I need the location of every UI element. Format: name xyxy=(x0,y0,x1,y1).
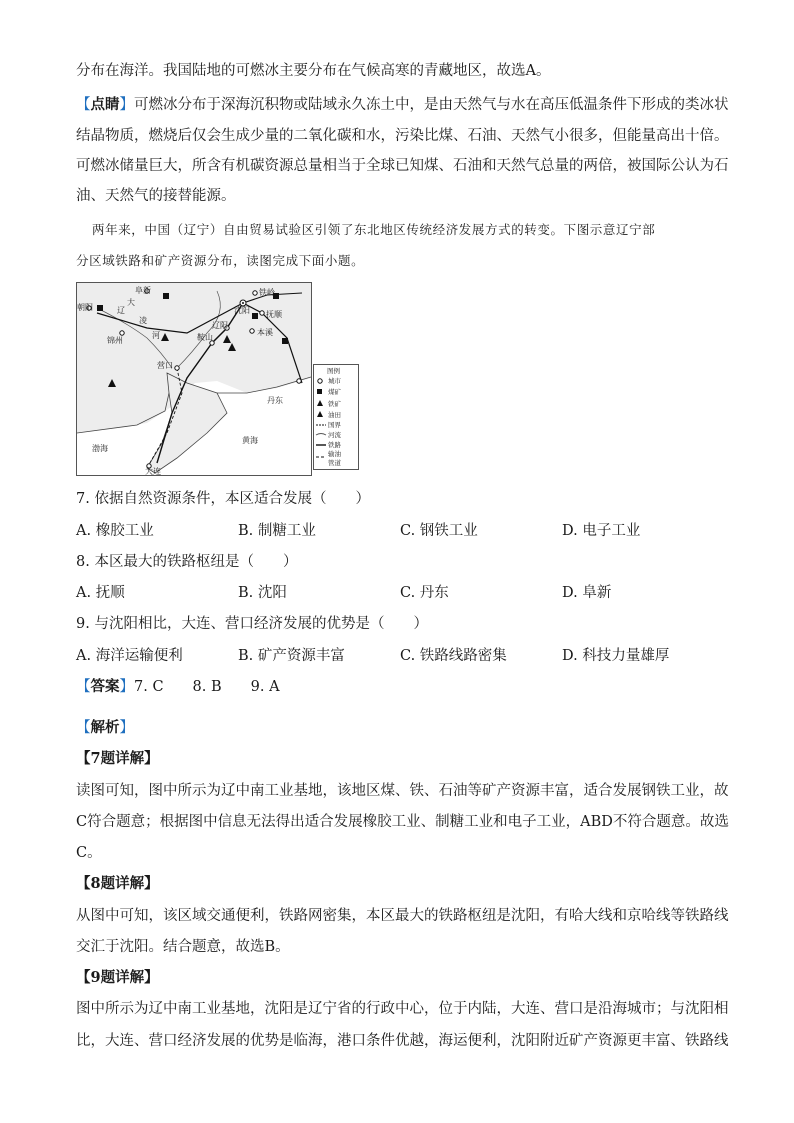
oil-field-icon xyxy=(161,333,169,341)
q7-detail-line-1: 读图可知，图中所示为辽中南工业基地，该地区煤、铁、石油等矿产资源丰富，适合发展钢铁工业，故 xyxy=(76,783,729,799)
label-jinzhou: 锦州 xyxy=(107,336,123,345)
label-anshan: 鞍山 xyxy=(197,333,213,342)
legend-item: 油田 xyxy=(328,411,341,419)
label-river-he: 河 xyxy=(152,331,160,340)
legend-item: 铁矿 xyxy=(328,400,341,408)
bracket-open: 【 xyxy=(76,720,91,736)
q9-option-b: B. 矿产资源丰富 xyxy=(238,648,345,664)
label-yingkou: 营口 xyxy=(157,361,173,370)
q9-detail-line-1: 图中所示为辽中南工业基地，沈阳是辽宁省的行政中心，位于内陆，大连、营口是沿海城市；与沈阳相 xyxy=(76,1001,729,1017)
dianjing-text: 可燃冰分布于深海沉积物或陆域永久冻土中，是由天然气与水在高压低温条件下形成的类冰状 xyxy=(134,97,729,113)
q7-detail-line-2: C符合题意；根据图中信息无法得出适合发展橡胶工业、制糖工业和电子工业，ABD不符合题意。故选 xyxy=(76,814,729,830)
label-liaoyang: 辽阳 xyxy=(212,321,228,330)
city-shenyang-dot xyxy=(242,302,244,304)
q9-option-d: D. 科技力量雄厚 xyxy=(562,648,670,664)
legend-item: 管道 xyxy=(328,459,341,467)
q7-option-a: A. 橡胶工业 xyxy=(76,523,154,539)
label-bohai: 渤海 xyxy=(92,444,108,453)
city-yingkou-icon xyxy=(175,366,179,370)
q8-detail-line-2: 交汇于沈阳。结合题意，故选B。 xyxy=(76,939,290,955)
coal-mine-icon xyxy=(282,338,288,344)
answer-label: 答案 xyxy=(90,678,120,695)
label-dalian: 大连 xyxy=(145,467,161,475)
city-jinzhou-icon xyxy=(120,331,124,335)
q7-option-c: C. 钢铁工业 xyxy=(400,523,478,539)
bracket-close: 】 xyxy=(119,679,134,695)
q7-detail-heading: 【7题详解】 xyxy=(76,750,159,767)
q8-detail-title: 8题详解 xyxy=(90,875,145,892)
answer-text: 7. C 8. B 9. A xyxy=(134,679,280,695)
liaoning-map xyxy=(76,282,312,476)
q7-option-b: B. 制糖工业 xyxy=(238,523,316,539)
label-river-da: 大 xyxy=(127,298,135,307)
intro-line: 分布在海洋。我国陆地的可燃冰主要分布在气候高寒的青藏地区，故选A。 xyxy=(76,63,551,79)
city-tieling-icon xyxy=(253,291,257,295)
legend-svg xyxy=(314,365,358,469)
q9-option-a: A. 海洋运输便利 xyxy=(76,648,183,664)
label-shenyang: 沈阳 xyxy=(234,306,250,315)
coal-mine-icon xyxy=(252,313,258,319)
label-chaoyang: 朝阳 xyxy=(77,303,93,312)
q8-option-a: A. 抚顺 xyxy=(76,585,125,601)
q8-option-b: B. 沈阳 xyxy=(238,585,287,601)
map-legend xyxy=(313,364,359,470)
dianjing-line-3: 可燃冰储量巨大，所含有机碳资源总量相当于全球已知煤、石油和天然气总量的两倍，被国际公认为石 xyxy=(76,158,729,174)
bracket-open: 【 xyxy=(76,679,91,695)
analysis-label: 解析 xyxy=(90,719,120,736)
legend-title: 图例 xyxy=(327,367,340,375)
legend-iron-icon xyxy=(317,400,323,406)
label-benxi: 本溪 xyxy=(257,328,273,337)
label-river-ling: 凌 xyxy=(139,316,147,325)
label-river-liao: 辽 xyxy=(117,306,125,315)
iron-mine-icon xyxy=(223,335,231,343)
dianjing-line-1 xyxy=(76,95,729,115)
city-dandong-icon xyxy=(297,379,301,383)
legend-item: 河流 xyxy=(328,431,341,439)
city-fushun-icon xyxy=(260,311,264,315)
question-9-stem: 9. 与沈阳相比，大连、营口经济发展的优势是（ ） xyxy=(76,616,428,632)
analysis-heading xyxy=(76,718,134,738)
dianjing-line-2: 结晶物质，燃烧后仅会生成少量的二氧化碳和水，污染比煤、石油、天然气小很多，但能量高出十倍。 xyxy=(76,128,729,144)
q8-detail-line-1: 从图中可知，该区域交通便利，铁路网密集，本区最大的铁路枢纽是沈阳，有哈大线和京哈线等铁路线 xyxy=(76,908,729,924)
legend-city-icon xyxy=(318,379,322,383)
bracket-open: 【 xyxy=(76,97,91,113)
legend-river-icon xyxy=(316,434,326,436)
q9-option-c: C. 铁路线路密集 xyxy=(400,648,507,664)
iron-mine-icon xyxy=(228,343,236,351)
passage-line-2: 分区域铁路和矿产资源分布，读图完成下面小题。 xyxy=(76,253,365,268)
label-fushun: 抚顺 xyxy=(266,310,282,319)
map-svg xyxy=(77,283,311,475)
dianjing-label: 点睛 xyxy=(90,96,120,113)
bracket-close: 】 xyxy=(119,97,134,113)
question-7-stem: 7. 依据自然资源条件，本区适合发展（ ） xyxy=(76,491,370,507)
q7-option-d: D. 电子工业 xyxy=(562,523,641,539)
dianjing-line-4: 油、天然气的接替能源。 xyxy=(76,188,236,204)
label-fuxin: 阜新 xyxy=(135,286,151,295)
legend-item: 煤矿 xyxy=(328,388,341,396)
q8-option-d: D. 阜新 xyxy=(562,585,612,601)
coal-mine-icon xyxy=(163,293,169,299)
question-8-stem: 8. 本区最大的铁路枢纽是（ ） xyxy=(76,554,298,570)
label-huanghai: 黄海 xyxy=(242,436,258,445)
legend-coal-icon xyxy=(317,389,322,394)
q7-detail-title: 7题详解 xyxy=(90,750,145,767)
q9-detail-line-2: 比，大连、营口经济发展的优势是临海，港口条件优越，海运便利，沈阳附近矿产资源更丰富、铁路线 xyxy=(76,1033,729,1049)
q9-detail-heading: 【9题详解】 xyxy=(76,969,159,986)
city-benxi-icon xyxy=(250,329,254,333)
iron-mine-icon xyxy=(108,379,116,387)
legend-oil-icon xyxy=(317,411,323,417)
answer-line xyxy=(76,677,280,697)
coal-mine-icon xyxy=(97,305,103,311)
passage-line-1: 两年来，中国（辽宁）自由贸易试验区引领了东北地区传统经济发展方式的转变。下图示意辽宁部 xyxy=(92,222,656,237)
q8-detail-heading: 【8题详解】 xyxy=(76,875,159,892)
legend-item: 国界 xyxy=(328,421,341,429)
q9-detail-title: 9题详解 xyxy=(90,969,145,986)
legend-item: 输油 xyxy=(328,450,341,458)
q8-option-c: C. 丹东 xyxy=(400,585,449,601)
bracket-close: 】 xyxy=(119,720,134,736)
legend-item: 城市 xyxy=(328,377,341,385)
q7-detail-line-3: C。 xyxy=(76,845,102,861)
label-dandong: 丹东 xyxy=(267,396,283,405)
label-tieling: 铁岭 xyxy=(259,288,275,297)
legend-item: 铁路 xyxy=(328,441,341,449)
